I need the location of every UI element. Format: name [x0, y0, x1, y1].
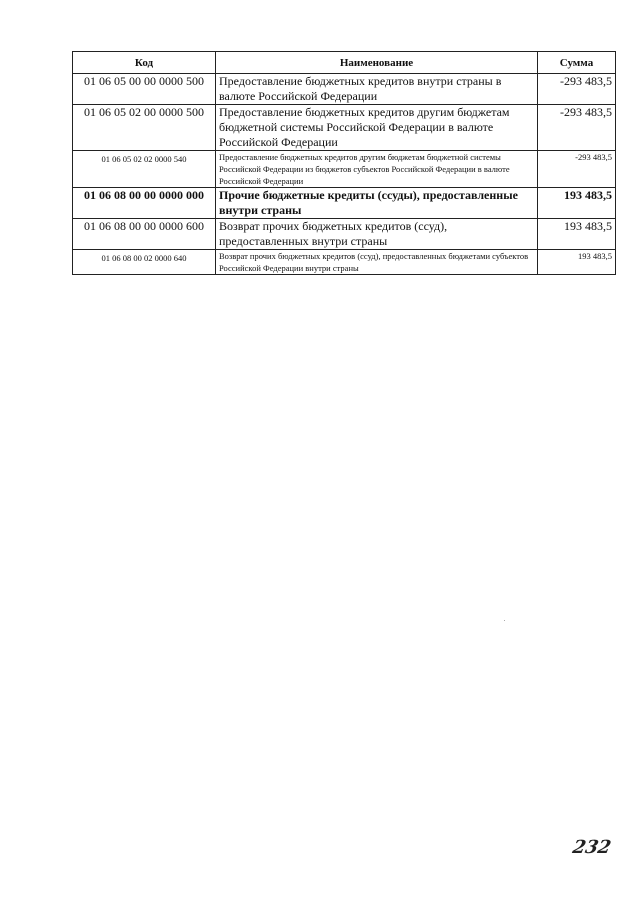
header-name: Наименование — [216, 52, 538, 74]
handwritten-page-number: 232 — [570, 837, 613, 858]
scan-speck — [504, 620, 505, 621]
row-code: 01 06 05 02 00 0000 500 — [73, 105, 216, 151]
header-code: Код — [73, 52, 216, 74]
row-code: 01 06 05 02 02 0000 540 — [73, 151, 216, 188]
table-row — [73, 250, 616, 275]
row-name: Возврат прочих бюджетных кредитов (ссуд), предоставленных бюджетами субъектов Российской Федерации внутри страны — [216, 250, 538, 275]
header-sum: Сумма — [538, 52, 616, 74]
row-sum: 193 483,5 — [538, 188, 616, 219]
row-name: Предоставление бюджетных кредитов другим бюджетам бюджетной системы Российской Федерации из бюджетов субъектов Российской Федерации в валюте Российской Федерации — [216, 151, 538, 188]
row-sum: -293 483,5 — [538, 74, 616, 105]
budget-sources-table — [72, 51, 616, 275]
row-sum: 193 483,5 — [538, 250, 616, 275]
row-name: Предоставление бюджетных кредитов внутри страны в валюте Российской Федерации — [216, 74, 538, 105]
row-code: 01 06 08 00 00 0000 600 — [73, 219, 216, 250]
table-row — [73, 219, 616, 250]
row-name: Предоставление бюджетных кредитов другим бюджетам бюджетной системы Российской Федерации в валюте Российской Федерации — [216, 105, 538, 151]
row-sum: -293 483,5 — [538, 105, 616, 151]
table-header-row — [73, 52, 616, 74]
table-row — [73, 188, 616, 219]
row-name: Возврат прочих бюджетных кредитов (ссуд), предоставленных внутри страны — [216, 219, 538, 250]
row-sum: -293 483,5 — [538, 151, 616, 188]
row-name: Прочие бюджетные кредиты (ссуды), предоставленные внутри страны — [216, 188, 538, 219]
table-row — [73, 74, 616, 105]
row-code: 01 06 05 00 00 0000 500 — [73, 74, 216, 105]
row-code: 01 06 08 00 02 0000 640 — [73, 250, 216, 275]
table-row — [73, 105, 616, 151]
row-sum: 193 483,5 — [538, 219, 616, 250]
row-code: 01 06 08 00 00 0000 000 — [73, 188, 216, 219]
table-row — [73, 151, 616, 188]
